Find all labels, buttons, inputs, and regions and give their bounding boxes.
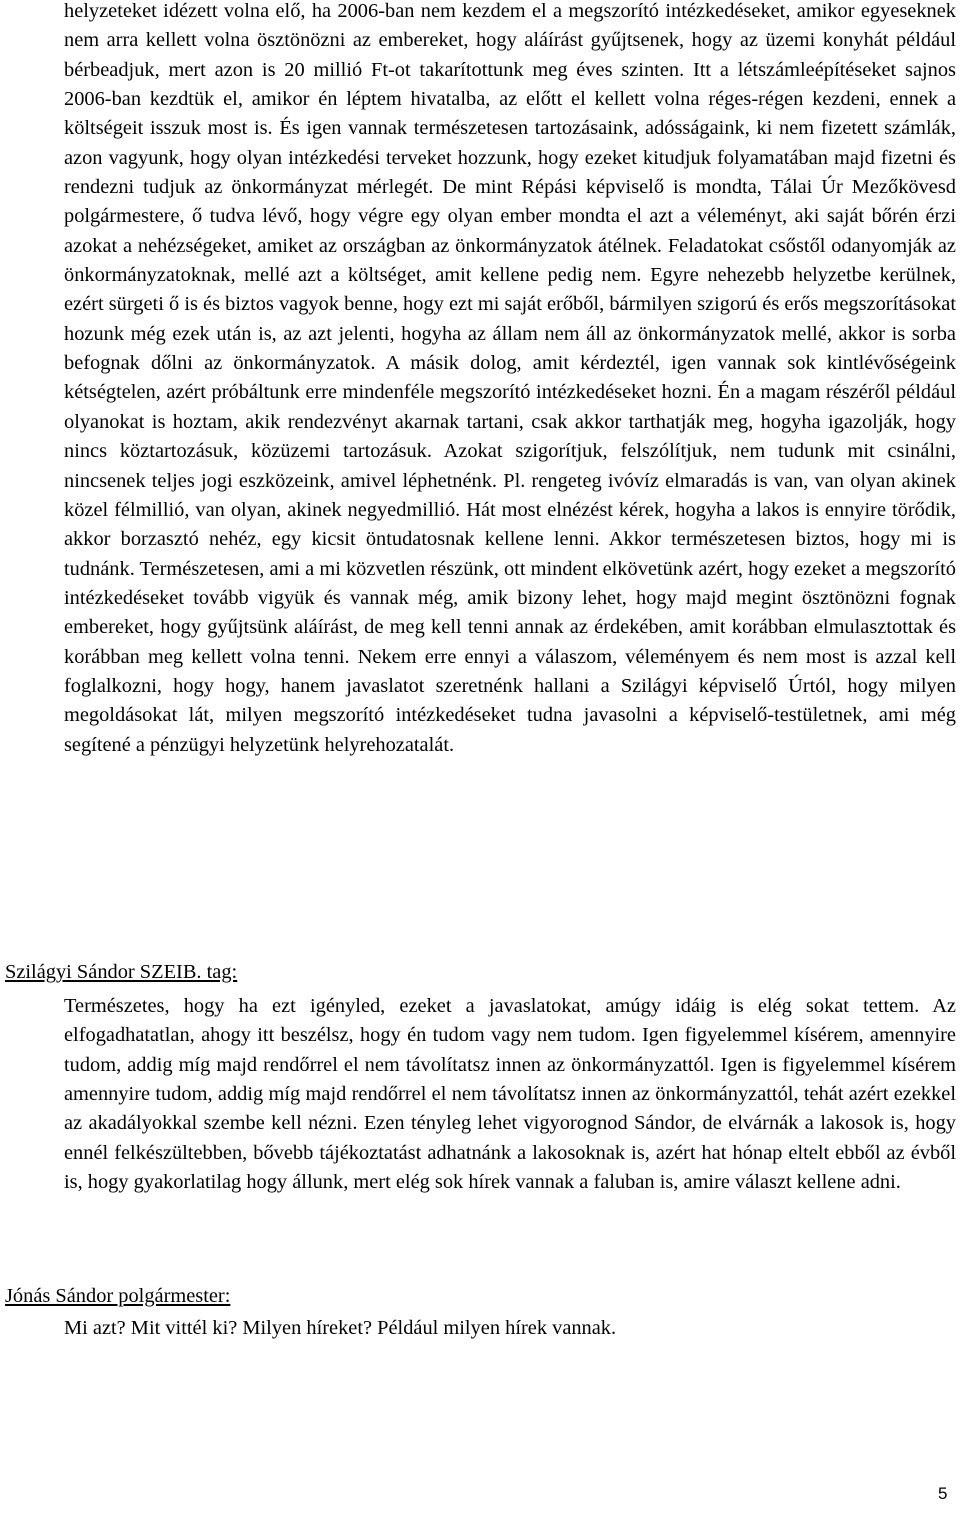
- body-paragraph-1: helyzeteket idézett volna elő, ha 2006-ban nem kezdem el a megszorító intézkedéseket, amikor egyeseknek nem arra kellett volna ösztönözni az embereket, hogy aláírást gyűjtsenek, hogy az üzemi konyhát például bérbeadjuk, mert azon is 20 millió Ft-ot takarítottunk meg éves szinten. Itt a létszámleépítéseket sajnos 2006-ban kezdtük el, amikor én léptem hivatalba, az előtt el kellett volna réges-régen kezdeni, ennek a költségeit isszuk most is. És igen vannak természetesen tartozásaink, adósságaink, ki nem fizetett számlák, azon vagyunk, hogy olyan intézkedési terveket hozzunk, hogy ezeket kitudjuk folyamatában majd fizetni és rendezni tudjuk az önkormányzat mérlegét. De mint Répási képviselő is mondta, Tálai Úr Mezőkövesd polgármestere, ő tudva lévő, hogy végre egy olyan ember mondta el azt a véleményt, aki saját bőrén érzi azokat a nehézségeket, amiket az országban az önkormányzatok átélnek. Feladatokat csőstől odanyomják az önkormányzatoknak, mellé azt a költséget, amit kellene pedig nem. Egyre nehezebb helyzetbe kerülnek, ezért sürgeti ő is és biztos vagyok benne, hogy ezt mi saját erőből, bármilyen szigorú és erős megszorításokat hozunk még ezek után is, az azt jelenti, hogyha az állam nem áll az önkormányzatok mellé, akkor is sorba befognak dőlni az önkormányzatok. A másik dolog, amit kérdeztél, igen vannak sok kintlévőségeink kétségtelen, azért próbáltunk erre mindenféle megszorító intézkedéseket hozni. Én a magam részéről például olyanokat is hoztam, akik rendezvényt akarnak tartani, csak akkor tarthatják meg, hogyha igazolják, hogy nincs köztartozásuk, közüzemi tartozásuk. Azokat szigorítjuk, felszólítjuk, nem tudunk mit csinálni, nincsenek teljes jogi eszközeink, amivel léphetnénk. Pl. rengeteg ivóvíz elmaradás is van, van olyan akinek közel félmillió, van olyan, akinek negyedmillió. Hát most elnézést kérek, hogyha a lakos is ennyire törődik, akkor borzasztó nehéz, egy kicsit öntudatosnak kellene lenni. Akkor természetesen biztos, hogy mi is tudnánk. Természetesen, ami a mi közvetlen részünk, ott mindent elkövetünk azért, hogy ezeket a megszorító intézkedéseket tovább vigyük és vannak még, amik bizony lehet, hogy majd megint ösztönözni fognak embereket, hogy gyűjtsünk aláírást, de meg kell tenni annak az érdekében, amit korábban elmulasztottak és korábban meg kellett volna tenni. Nekem erre ennyi a válaszom, véleményem és nem most is azzal kell foglalkozni, hogy hogy, hanem javaslatot szeretnénk hallani a Szilágyi képviselő Úrtól, hogy milyen megoldásokat lát, milyen megszorító intézkedéseket tudna javasolni a képviselő-testületnek, ami még segítené a pénzügyi helyzetünk helyrehozatalát.: [64, 0, 956, 756]
- page-number: 5: [938, 1484, 948, 1503]
- speaker-label-szilagyi: Szilágyi Sándor SZEIB. tag:: [5, 961, 238, 983]
- body-paragraph-3: Mi azt? Mit vittél ki? Milyen híreket? Például milyen hírek vannak.: [64, 1317, 617, 1339]
- speaker-label-jonas: Jónás Sándor polgármester:: [5, 1285, 231, 1307]
- body-paragraph-2: Természetes, hogy ha ezt igényled, ezeket a javaslatokat, amúgy idáig is elég sokat tettem. Az elfogadhatatlan, ahogy itt beszélsz, hogy én tudom vagy nem tudom. Igen figyelemmel kísérem, amennyire tudom, addig míg majd rendőrrel el nem távolítatsz innen az önkormányzattól. Igen is figyelemmel kísérem amennyire tudom, addig míg majd rendőrrel el nem távolítatsz innen az önkormányzattól, tehát azért ezekkel az akadályokkal szembe kell nézni. Ezen tényleg lehet vigyorognod Sándor, de elvárnák a lakosok is, hogy ennél felkészültebben, bővebb tájékoztatást adhatnánk a lakosoknak is, azért hat hónap eltelt ebből az évből is, hogy gyakorlatilag hogy állunk, mert elég sok hírek vannak a faluban is, amire választ kellene adni.: [64, 995, 956, 1194]
